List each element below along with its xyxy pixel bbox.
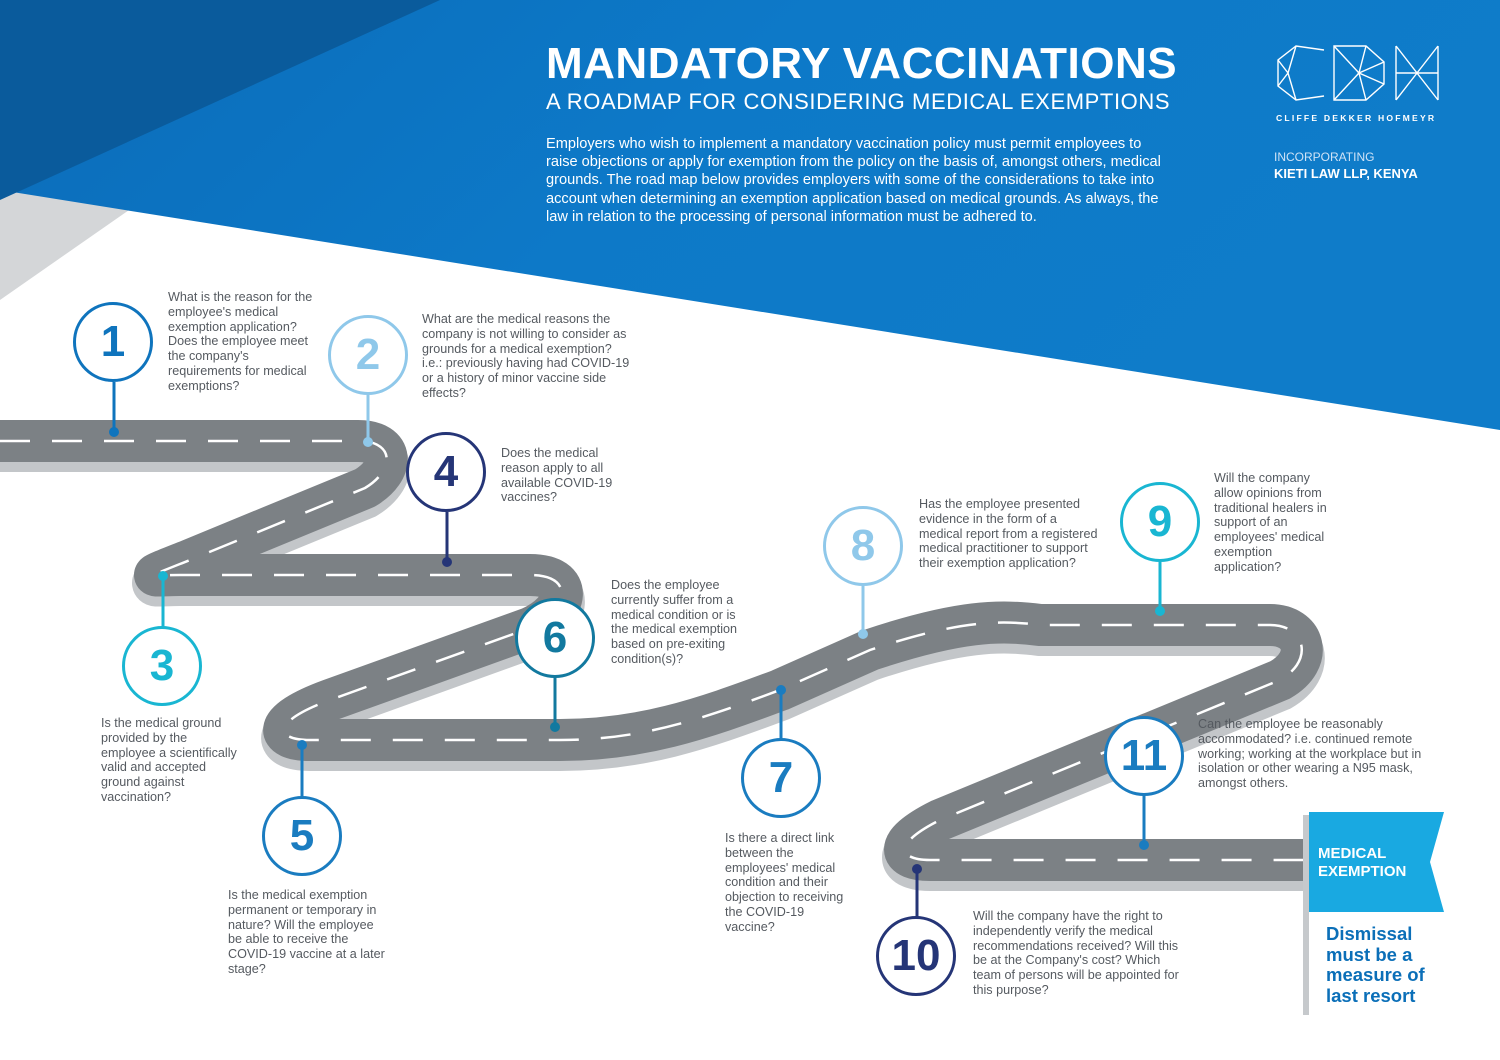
intro-paragraph: Employers who wish to implement a mandatory vaccination policy must permit employees to raise objections or apply for exemption from the policy on the basis of, amongst others, medical grounds. The road map below provides employers with some of the considerations to take into account when determining an exemption application based on medical grounds. As always, the law in relation to the processing of personal information must be adhered to. (546, 136, 1161, 225)
step-5-circle (262, 796, 342, 876)
step-2-circle (328, 315, 408, 395)
page-subtitle: A ROADMAP FOR CONSIDERING MEDICAL EXEMPTIONS (546, 89, 1171, 114)
step-7-number: 7 (768, 753, 794, 802)
step-6-text: Does the employee currently suffer from a medical condition or is the medical exemption based on pre-exiting condition(s)? (611, 578, 738, 666)
step-6-number: 6 (542, 613, 568, 662)
final-note-line-3: measure of (1326, 964, 1425, 985)
step-10-circle (876, 916, 956, 996)
step-4-text: Does the medical reason apply to all available COVID-19 vaccines? (501, 446, 613, 505)
step-9-number: 9 (1147, 497, 1173, 546)
step-9-text: Will the company allow opinions from traditional healers in support of an employees' medical exemption application? (1214, 471, 1327, 574)
step-4-circle (406, 432, 486, 512)
final-note-line-4: last resort (1326, 984, 1416, 1006)
page-title: MANDATORY VACCINATIONS (546, 39, 1178, 88)
step-11-number: 11 (1120, 731, 1168, 780)
flag-label-line-2: EXEMPTION (1318, 863, 1407, 880)
step-4-number: 4 (433, 447, 459, 496)
step-2-number: 2 (355, 330, 381, 379)
final-note (1326, 924, 1425, 1006)
step-10-text: Will the company have the right to independently verify the medical recommendations received? Will this be at the Company's cost? Which team of persons will be appointed for this purpose? (973, 909, 1179, 997)
step-1-circle (73, 302, 153, 382)
step-11-circle (1104, 716, 1184, 796)
flag-label (1318, 845, 1406, 881)
final-note-line-1: Dismissal (1326, 923, 1413, 944)
step-3-circle (122, 626, 202, 706)
step-6-circle (515, 598, 595, 678)
step-1-number: 1 (100, 317, 126, 366)
step-10-number: 10 (891, 931, 941, 980)
step-3-number: 3 (149, 641, 175, 690)
incorporating-label: INCORPORATING (1274, 150, 1375, 164)
step-8-number: 8 (850, 521, 876, 570)
step-11-text: Can the employee be reasonably accommodated? i.e. continued remote working; working at the workplace but in isolation or other wearing a N95 mask, amongst others. (1198, 717, 1422, 791)
step-7-circle (741, 738, 821, 818)
step-8-text: Has the employee presented evidence in the form of a medical report from a registered medical practitioner to support their exemption application? (919, 497, 1098, 571)
cdh-logo (1274, 44, 1442, 102)
step-1-text: What is the reason for the employee's medical exemption application? Does the employee meet the company's requirements for medical exemptions? (168, 290, 313, 393)
step-5-text: Is the medical exemption permanent or temporary in nature? Will the employee be able to receive the COVID-19 vaccine at a later stage? (228, 888, 385, 976)
final-note-line-2: must be a (1326, 943, 1413, 965)
step-5-number: 5 (289, 811, 315, 860)
flag-label-line-1: MEDICAL (1318, 845, 1387, 862)
step-9-circle (1120, 482, 1200, 562)
step-8-circle (823, 506, 903, 586)
step-2-text: What are the medical reasons the company is not willing to consider as grounds for a medical exemption? i.e.: previously having had COVID-19 or a history of minor vaccine side effects? (422, 312, 630, 400)
step-3-text: Is the medical ground provided by the employee a scientifically valid and accepted ground against vaccination? (101, 716, 237, 804)
partner-firm-name: KIETI LAW LLP, KENYA (1274, 166, 1418, 181)
logo-firm-name: CLIFFE DEKKER HOFMEYR (1276, 113, 1437, 123)
step-7-text: Is there a direct link between the employees' medical condition and their objection to receiving the COVID-19 vaccine? (725, 831, 844, 934)
